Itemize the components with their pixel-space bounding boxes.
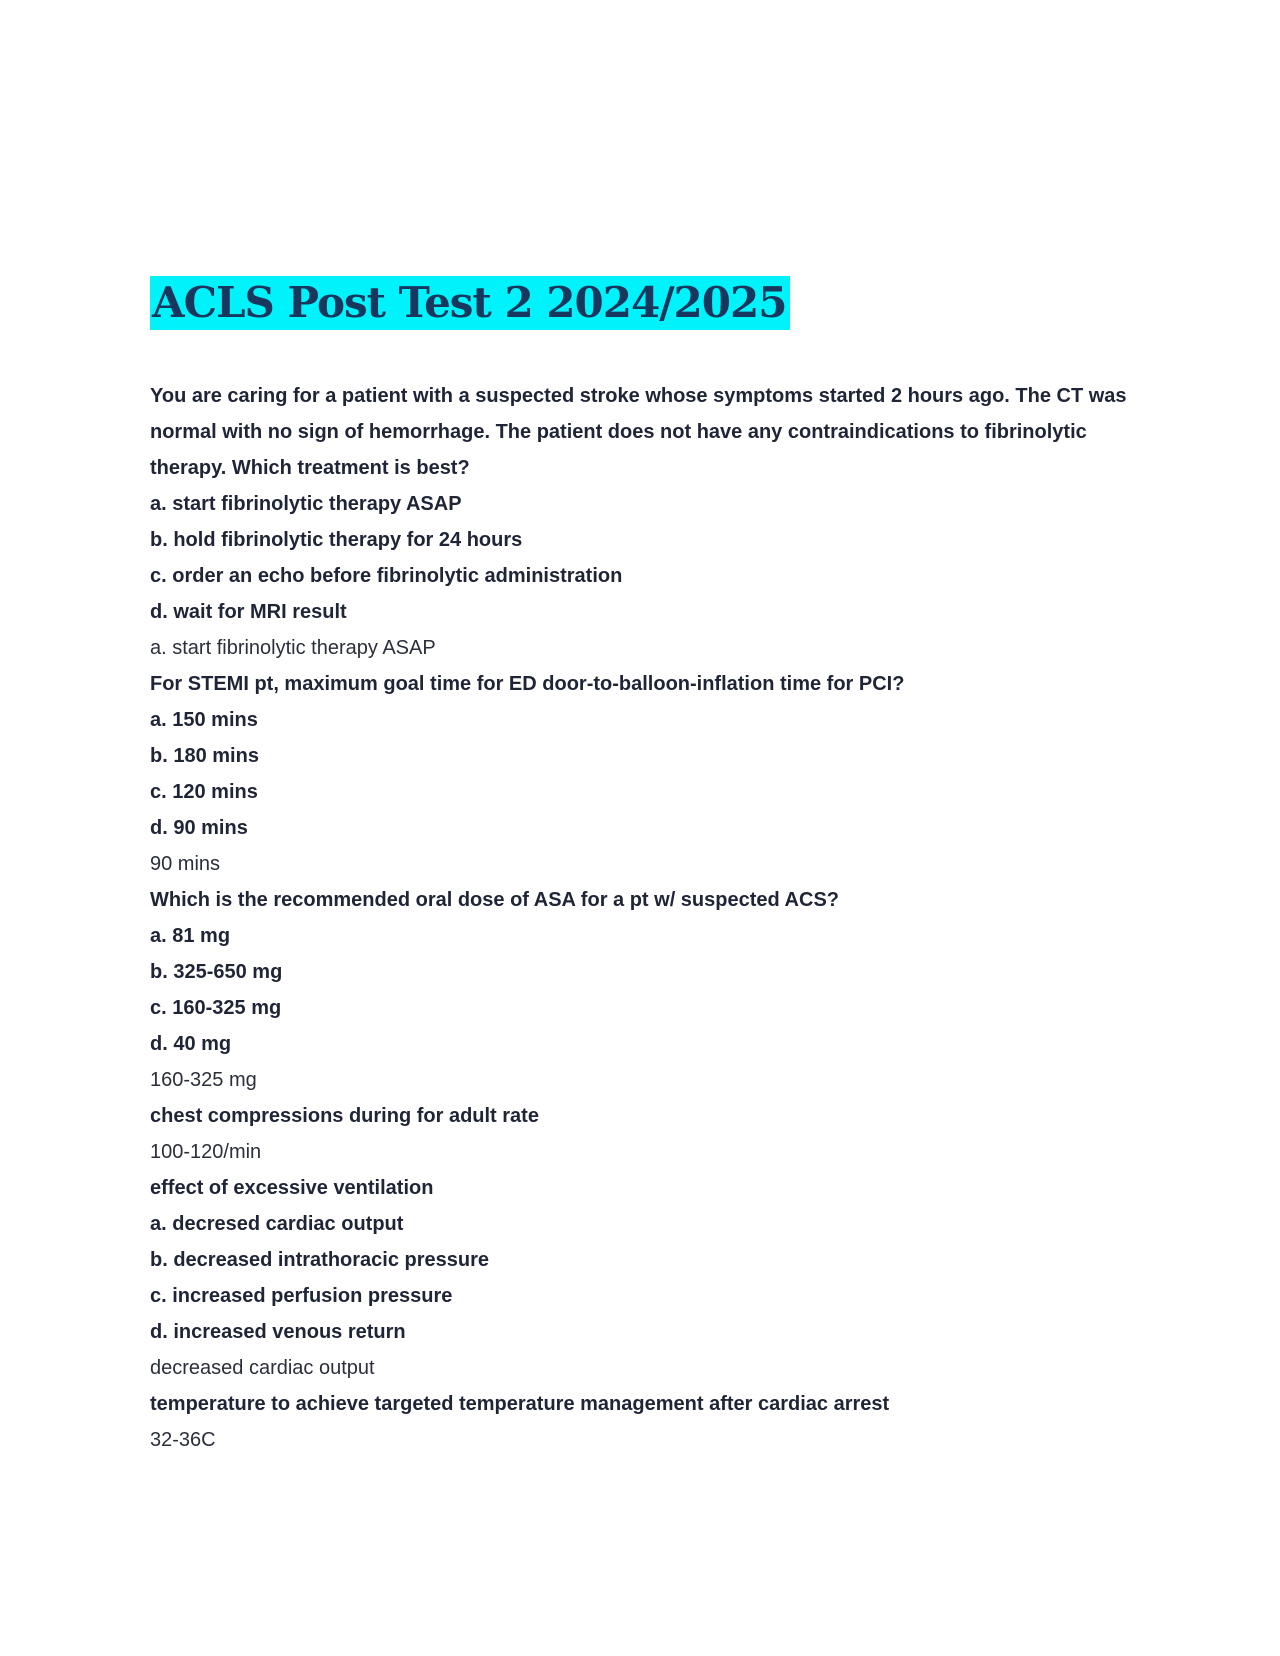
- answer-option: c. increased perfusion pressure: [150, 1285, 453, 1307]
- correct-answer: 100-120/min: [150, 1141, 262, 1163]
- answer-option: d. wait for MRI result: [150, 601, 347, 623]
- answer-option: d. 90 mins: [150, 817, 248, 839]
- answer-option: a. 81 mg: [150, 925, 231, 947]
- question-text: chest compressions during for adult rate: [150, 1105, 539, 1127]
- answer-option: a. decresed cardiac output: [150, 1213, 404, 1235]
- answer-option: c. 120 mins: [150, 781, 258, 803]
- question-text: temperature to achieve targeted temperature management after cardiac arrest: [150, 1393, 890, 1415]
- question-text: Which is the recommended oral dose of ASA for a pt w/ suspected ACS?: [150, 889, 839, 911]
- correct-answer: 32-36C: [150, 1429, 216, 1451]
- answer-option: d. increased venous return: [150, 1321, 406, 1343]
- answer-option: b. 325-650 mg: [150, 961, 283, 983]
- question-text: For STEMI pt, maximum goal time for ED door-to-balloon-inflation time for PCI?: [150, 673, 905, 695]
- answer-option: b. 180 mins: [150, 745, 259, 767]
- question-list: [150, 378, 1150, 1458]
- question-text: effect of excessive ventilation: [150, 1177, 434, 1199]
- title-block: [150, 276, 790, 330]
- correct-answer: 90 mins: [150, 853, 221, 875]
- document-title: ACLS Post Test 2 2024/2025: [150, 276, 790, 330]
- answer-option: d. 40 mg: [150, 1033, 232, 1055]
- answer-option: a. start fibrinolytic therapy ASAP: [150, 493, 462, 515]
- correct-answer: 160-325 mg: [150, 1069, 257, 1091]
- answer-option: c. 160-325 mg: [150, 997, 282, 1019]
- correct-answer: a. start fibrinolytic therapy ASAP: [150, 637, 436, 659]
- question-text: You are caring for a patient with a suspected stroke whose symptoms started 2 hours ago. The CT was normal with no sign of hemorrhage. The patient does not have any contraindications to fibrinolytic therapy. Which treatment is best?: [150, 385, 1127, 479]
- answer-option: b. decreased intrathoracic pressure: [150, 1249, 490, 1271]
- answer-option: a. 150 mins: [150, 709, 258, 731]
- correct-answer: decreased cardiac output: [150, 1357, 375, 1379]
- answer-option: c. order an echo before fibrinolytic administration: [150, 565, 623, 587]
- answer-option: b. hold fibrinolytic therapy for 24 hours: [150, 529, 523, 551]
